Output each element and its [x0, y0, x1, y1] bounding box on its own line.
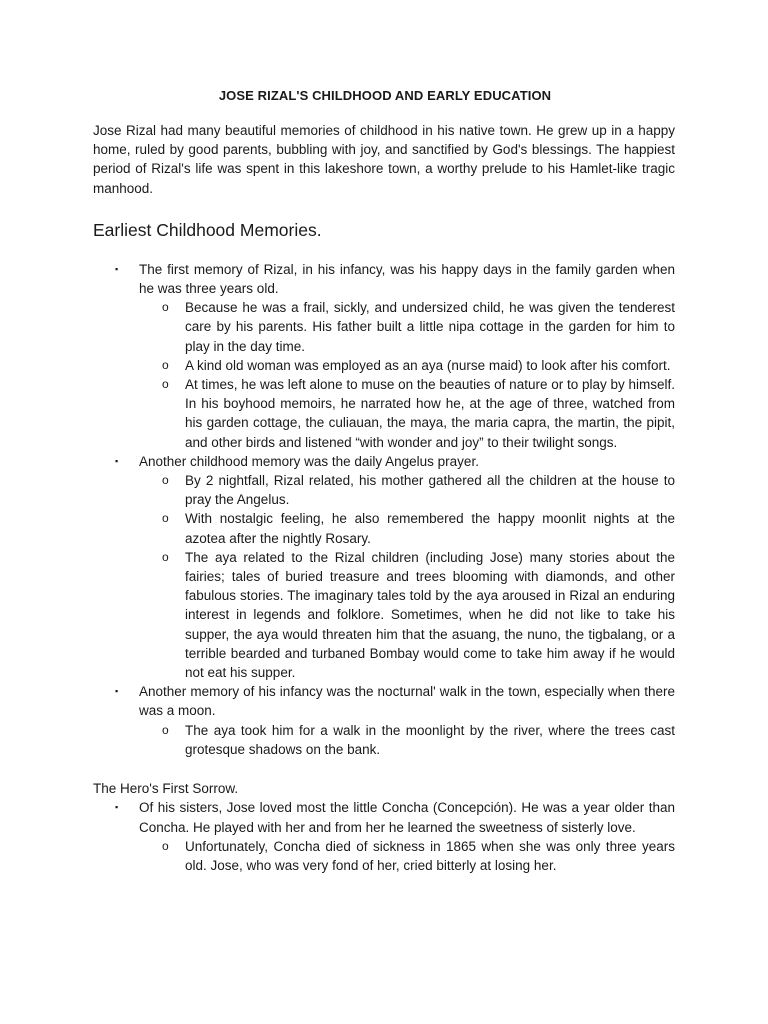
square-bullet-icon: ▪ — [115, 455, 119, 466]
sub-list-item-text: By 2 nightfall, Rizal related, his mother gathered all the children at the house to pray the Angelus. — [185, 473, 675, 508]
sub-bullet-list — [139, 721, 675, 759]
sub-bullet-list — [139, 837, 675, 875]
section1-bullet-list — [93, 260, 675, 759]
circle-bullet-icon: o — [162, 300, 169, 315]
sub-list-item-text: Unfortunately, Concha died of sickness in 1865 when she was only three years old. Jose, who was very fond of her, cried bitterly at losing her. — [185, 838, 675, 873]
list-item-text: Another memory of his infancy was the nocturnal' walk in the town, especially when there was a moon. — [139, 684, 675, 719]
square-bullet-icon: ▪ — [115, 263, 119, 274]
circle-bullet-icon: o — [162, 549, 169, 564]
list-item-text: Of his sisters, Jose loved most the little Concha (Concepción). He was a year older than Concha. He played with her and from her he learned the sweetness of sisterly love. — [139, 800, 675, 835]
circle-bullet-icon: o — [162, 838, 169, 853]
sub-list-item-text: Because he was a frail, sickly, and undersized child, he was given the tenderest care by his parents. His father built a little nipa cottage in the garden for him to play in the day time. — [185, 300, 675, 354]
sub-list-item-text: The aya related to the Rizal children (including Jose) many stories about the fairies; tales of buried treasure and trees blooming with diamonds, and other fabulous stories. The imaginary tales told by the aya aroused in Rizal an enduring interest in legends and folklore. Sometimes, when he did not like to take his supper, the aya would threaten him that the asuang, the nuno, the tigbalang, or a terrible bearded and turbaned Bombay would come to take him away if he would not eat his supper. — [185, 549, 675, 681]
sub-bullet-list — [139, 471, 675, 682]
sub-list-item — [139, 298, 675, 356]
section-heading-first-sorrow: The Hero's First Sorrow. — [93, 781, 239, 797]
list-item — [93, 452, 675, 682]
circle-bullet-icon: o — [162, 722, 169, 737]
circle-bullet-icon: o — [162, 473, 169, 488]
sub-bullet-list — [139, 298, 675, 452]
sub-list-item — [139, 548, 675, 682]
intro-paragraph: Jose Rizal had many beautiful memories of childhood in his native town. He grew up in a happy home, ruled by good parents, bubbling with joy, and sanctified by God's blessings. The happiest period of Rizal's life was spent in this lakeshore town, a worthy prelude to his Hamlet-like tragic manhood. — [93, 123, 675, 196]
circle-bullet-icon: o — [162, 511, 169, 526]
sub-list-item — [139, 356, 675, 375]
section2-bullet-list — [93, 798, 675, 875]
sub-list-item — [139, 509, 675, 547]
square-bullet-icon: ▪ — [115, 686, 119, 697]
sub-list-item-text: A kind old woman was employed as an aya (nurse maid) to look after his comfort. — [185, 357, 671, 373]
sub-list-item-text: With nostalgic feeling, he also remembered the happy moonlit nights at the azotea after the nightly Rosary. — [185, 511, 675, 546]
document-title: JOSE RIZAL'S CHILDHOOD AND EARLY EDUCATION — [218, 88, 552, 103]
list-item — [93, 798, 675, 875]
sub-list-item-text: At times, he was left alone to muse on the beauties of nature or to play by himself. In his boyhood memoirs, he narrated how he, at the age of three, watched from his garden cottage, the culiauan, the maya, the maria capra, the martin, the pipit, and other birds and listened “with wonder and joy” to their twilight songs. — [185, 377, 676, 450]
list-item — [93, 682, 675, 759]
section-heading-earliest-memories: Earliest Childhood Memories. — [93, 219, 322, 240]
square-bullet-icon: ▪ — [115, 802, 119, 813]
sub-list-item — [139, 471, 675, 509]
list-item-text: The first memory of Rizal, in his infancy, was his happy days in the family garden when he was three years old. — [139, 261, 675, 297]
sub-list-item-text: The aya took him for a walk in the moonlight by the river, where the trees cast grotesque shadows on the bank. — [185, 722, 675, 757]
list-item — [93, 260, 675, 452]
sub-list-item — [139, 837, 675, 875]
circle-bullet-icon: o — [162, 357, 169, 372]
sub-list-item — [139, 375, 675, 452]
list-item-text: Another childhood memory was the daily Angelus prayer. — [139, 453, 479, 469]
sub-list-item — [139, 721, 675, 759]
circle-bullet-icon: o — [162, 377, 169, 392]
